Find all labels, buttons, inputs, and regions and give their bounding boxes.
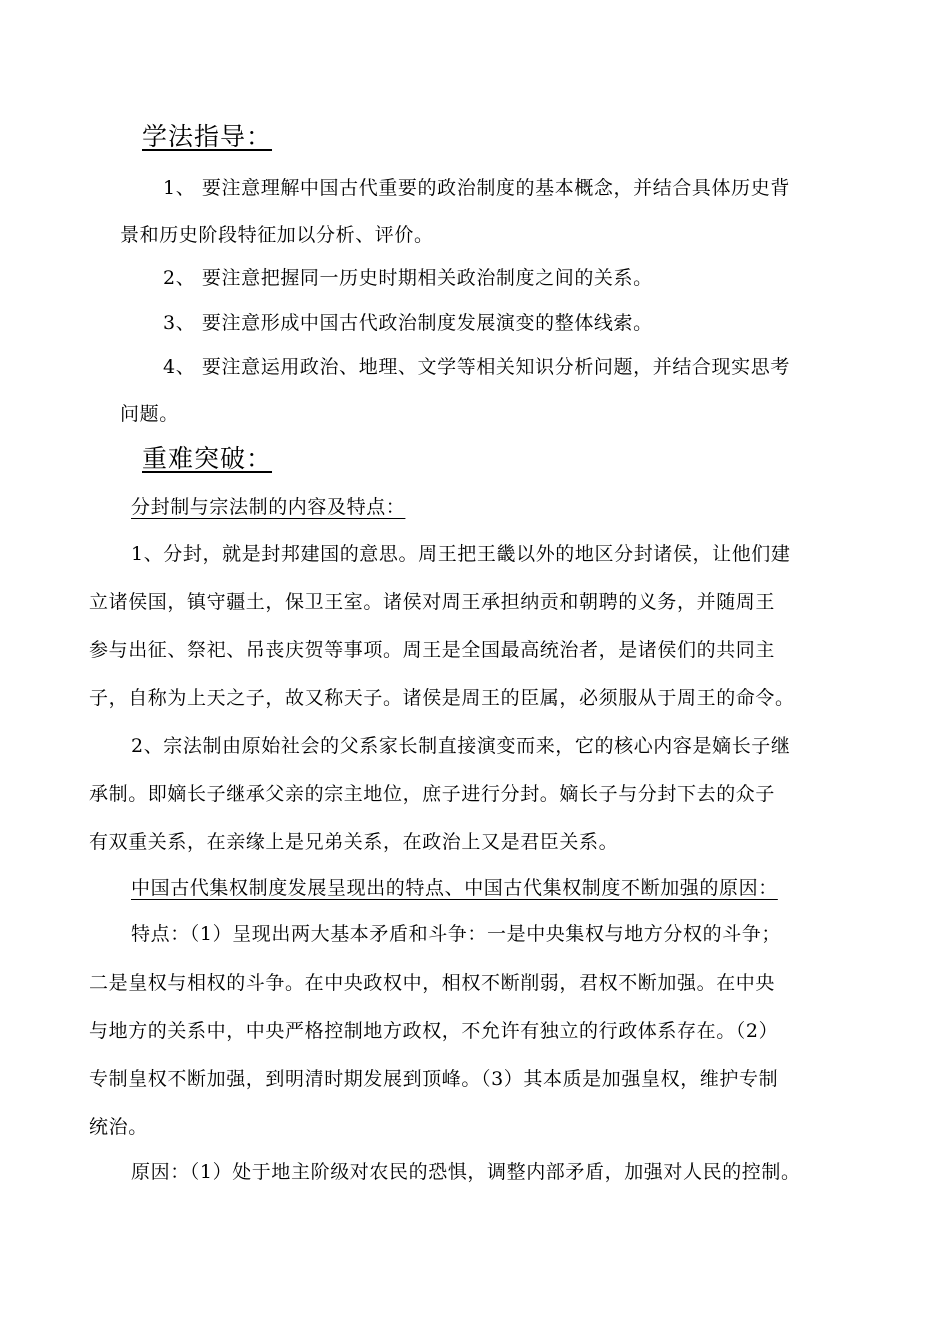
section-2-features-line-3: 与地方的关系中，中央严格控制地方政权，不允许有独立的行政体系存在。（2）	[89, 1020, 779, 1042]
section-1-para-2-line-2: 承制。即嫡长子继承父亲的宗主地位，庶子进行分封。嫡长子与分封下去的众子	[89, 783, 776, 805]
section-1-title: 分封制与宗法制的内容及特点：	[131, 496, 406, 518]
section-2-features-line-1: 特点：（1）呈现出两大基本矛盾和斗争：一是中央集权与地方分权的斗争；	[131, 923, 781, 945]
study-guide-item-4-line-1: 4、 要注意运用政治、地理、文学等相关知识分析问题，并结合现实思考	[163, 356, 790, 378]
section-1-para-1-line-4: 子，自称为上天之子，故又称天子。诸侯是周王的臣属，必须服从于周王的命令。	[89, 687, 795, 709]
section-2-title: 中国古代集权制度发展呈现出的特点、中国古代集权制度不断加强的原因：	[131, 877, 778, 899]
key-points-heading: 重难突破：	[142, 444, 273, 473]
section-2-features-line-5: 统治。	[89, 1116, 148, 1138]
section-1-para-1-line-3: 参与出征、祭祀、吊丧庆贺等事项。周王是全国最高统治者，是诸侯们的共同主	[89, 639, 776, 661]
study-guide-item-1-line-2: 景和历史阶段特征加以分析、评价。	[120, 224, 434, 246]
section-2-reasons-line-1: 原因：（1）处于地主阶级对农民的恐惧，调整内部矛盾，加强对人民的控制。	[131, 1161, 801, 1183]
section-1-para-2-line-1: 2、宗法制由原始社会的父系家长制直接演变而来，它的核心内容是嫡长子继	[131, 735, 791, 757]
study-guide-item-3: 3、 要注意形成中国古代政治制度发展演变的整体线索。	[163, 312, 653, 334]
section-1-para-2-line-3: 有双重关系，在亲缘上是兄弟关系，在政治上又是君臣关系。	[89, 831, 619, 853]
section-2-features-line-2: 二是皇权与相权的斗争。在中央政权中，相权不断削弱，君权不断加强。在中央	[89, 972, 776, 994]
study-guide-heading: 学法指导：	[142, 122, 273, 151]
section-2-features-line-4: 专制皇权不断加强，到明清时期发展到顶峰。（3）其本质是加强皇权，维护专制	[89, 1068, 779, 1090]
study-guide-item-2: 2、 要注意把握同一历史时期相关政治制度之间的关系。	[163, 267, 653, 289]
study-guide-item-1-line-1: 1、 要注意理解中国古代重要的政治制度的基本概念，并结合具体历史背	[163, 177, 790, 199]
section-1-para-1-line-2: 立诸侯国，镇守疆土，保卫王室。诸侯对周王承担纳贡和朝聘的义务，并随周王	[89, 591, 776, 613]
study-guide-item-4-line-2: 问题。	[120, 403, 179, 425]
section-1-para-1-line-1: 1、分封，就是封邦建国的意思。周王把王畿以外的地区分封诸侯，让他们建	[131, 543, 791, 565]
